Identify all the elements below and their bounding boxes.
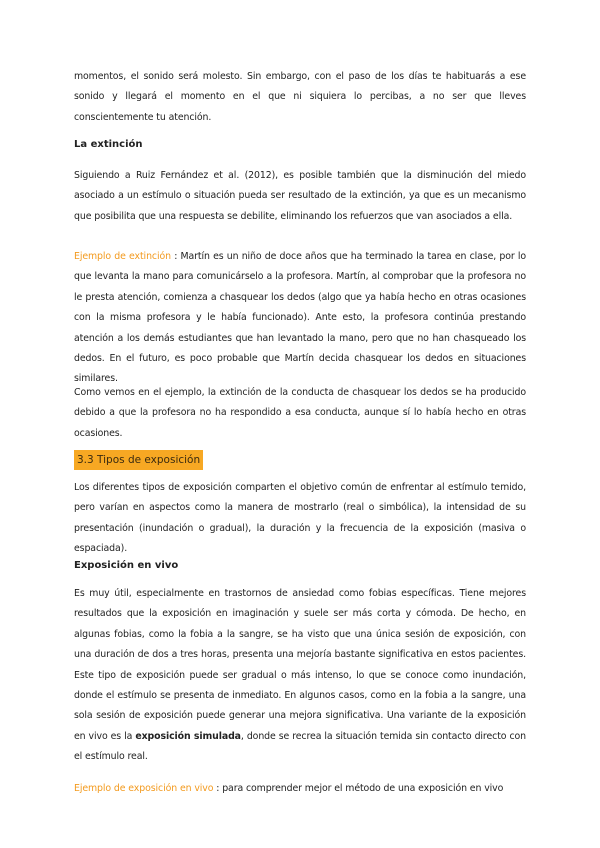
heading-text: Exposición en vivo bbox=[74, 560, 179, 571]
text-after: , donde se recrea la situación temida sin contacto directo con el estímulo real. bbox=[74, 730, 526, 763]
paragraph-tipos bbox=[74, 478, 526, 560]
paragraph-habituation bbox=[74, 67, 526, 128]
text-before: Es muy útil, especialmente en trastornos de ansiedad como fobias específicas. Tiene mejores resultados que la exposición en imaginación y suele ser más corta y cómoda. De hecho, en algunas fobias, como la fobia a la sangre, se ha visto que una única sesión de exposición, con una duración de dos a tres horas, presenta una mejoría bastante significativa en estos pacientes. Este tipo de exposición puede ser gradual o más intenso, lo que se conoce como inundación, donde el estímulo se presenta de inmediato. En algunos casos, como en la fobia a la sangre, una sola sesión de exposición puede generar una mejora significativa. Una variante de la exposición en vivo es la bbox=[74, 588, 526, 742]
paragraph-text: momentos, el sonido será molesto. Sin embargo, con el paso de los días te habituarás a ese sonido y llegará el momento en el que ni siquiera lo percibas, a no ser que lleves conscientemente tu atención. bbox=[74, 71, 526, 123]
paragraph-conclusion bbox=[74, 383, 526, 444]
paragraph-example-vivo bbox=[74, 779, 526, 799]
example-text: : para comprender mejor el método de una exposición en vivo bbox=[213, 783, 504, 794]
highlighted-heading: 3.3 Tipos de exposición bbox=[74, 450, 203, 470]
example-label: Ejemplo de extinción bbox=[74, 251, 171, 262]
heading-exposicion-vivo bbox=[74, 556, 526, 576]
heading-extincion bbox=[74, 135, 526, 155]
paragraph-text bbox=[74, 584, 526, 768]
paragraph-text: Como vemos en el ejemplo, la extinción de la conducta de chasquear los dedos se ha producido debido a que la profesora no ha respondido a esa conducta, aunque sí lo había hecho en otras ocasiones. bbox=[74, 387, 526, 439]
paragraph-exposicion-vivo bbox=[74, 584, 526, 768]
paragraph-text: Los diferentes tipos de exposición comparten el objetivo común de enfrentar al estímulo temido, pero varían en aspectos como la manera de mostrarlo (real o simbólica), la intensidad de su presentación (inundación o gradual), la duración y la frecuencia de la exposición (masiva o espaciada). bbox=[74, 482, 526, 555]
paragraph-text: Siguiendo a Ruiz Fernández et al. (2012), es posible también que la disminución del miedo asociado a un estímulo o situación pueda ser resultado de la extinción, ya que es un mecanismo que posibilita que una respuesta se debilite, eliminando los refuerzos que van asociados a ella. bbox=[74, 170, 526, 222]
heading-text: La extinción bbox=[74, 139, 143, 150]
paragraph-text bbox=[74, 779, 526, 799]
paragraph-extincion bbox=[74, 166, 526, 227]
example-text: : Martín es un niño de doce años que ha terminado la tarea en clase, por lo que levanta la mano para comunicárselo a la profesora. Martín, al comprobar que la profesora no le presta atención, comienza a chasquear los dedos (algo que ya había hecho en otras ocasiones con la misma profesora y le había funcionado). Ante esto, la profesora continúa prestando atención a los demás estudiantes que han levantado la mano, pero que no han chasqueado los dedos. En el futuro, es poco probable que Martín decida chasquear los dedos en situaciones similares. bbox=[74, 251, 526, 385]
paragraph-example-extincion bbox=[74, 247, 526, 390]
section-heading bbox=[74, 448, 526, 470]
example-label: Ejemplo de exposición en vivo bbox=[74, 783, 214, 794]
bold-term: exposición simulada bbox=[135, 730, 241, 742]
paragraph-text bbox=[74, 247, 526, 390]
